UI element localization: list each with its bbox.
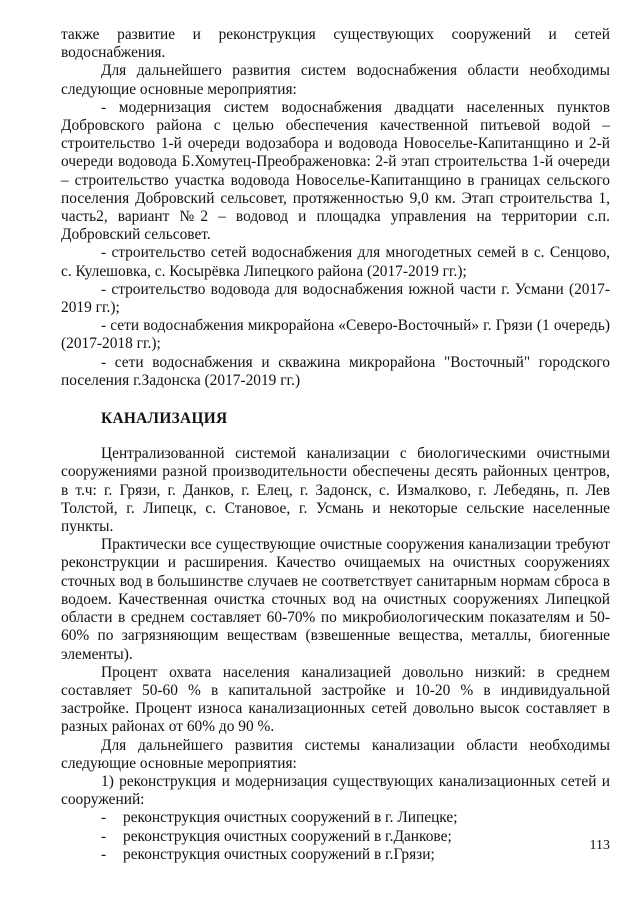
paragraph-coverage-percent: Процент охвата населения канализацией довольно низкий: в среднем составляет 50-60 % в капитальной застройке и 10-20 % в индивидуальной застройке. Процент износа канализационных сетей довольно высок составляет в разных районах от 60% до 90 %. (61, 663, 610, 736)
list-item (101, 846, 610, 864)
list-item-text: реконструкция очистных сооружений в г.Грязи; (123, 845, 435, 863)
paragraph-reconstruction-item: 1) реконструкция и модернизация существующих канализационных сетей и сооружений: (61, 772, 610, 809)
section-heading-sewerage: КАНАЛИЗАЦИЯ (101, 410, 228, 428)
page-number: 113 (589, 838, 610, 853)
paragraph-treatment-facilities: Практически все существующие очистные сооружения канализации требуют реконструкции и расширения. Качество очищаемых на очистных сооружениях сточных вод в большинстве случаев не соответствует санитарным нормам сброса в водоем. Качественная очистка сточных вод на очистных сооружениях Липецкой области в среднем составляет 60-70% по микробиологическим показателям и 50-60% по загрязняющим веществам (взвешенные вещества, металлы, биогенные элементы). (61, 536, 610, 663)
paragraph-centralized-sewerage: Централизованной системой канализации с биологическими очистными сооружениями разной производительности обеспечены десять районных центров, в т.ч: г. Грязи, г. Данков, г. Елец, г. Задонск, с. Измалково, г. Лебедянь, п. Лев Толстой, г. Липецк, с. Становое, г. Усмань и некоторые сельские населенные пункты. (61, 445, 610, 536)
paragraph-large-families-water: - строительство сетей водоснабжения для многодетных семей в с. Сенцово, с. Кулешовка, с. Косырёвка Липецкого района (2017-2019 гг.); (61, 244, 610, 280)
list-item-text: реконструкция очистных сооружений в г.Данкове; (123, 827, 452, 845)
paragraph-gryazi-networks: - сети водоснабжения микрорайона «Северо-Восточный» г. Грязи (1 очередь) (2017-2018 гг.); (61, 317, 610, 353)
list-dash: - (101, 827, 107, 845)
paragraph-continuation: также развитие и реконструкция существующих сооружений и сетей водоснабжения. (61, 26, 610, 62)
list-item (101, 828, 610, 846)
paragraph-dobrovsky-modernization: - модернизация систем водоснабжения двадцати населенных пунктов Добровского района с целью обеспечения качественной питьевой водой – строительство 1-й очереди водозабора и водовода Новоселье-Капитанщино и 2-й очереди водовода Б.Хомутец-Преображеновка: 2-й этап строительства 1-й очереди – строительство участка водовода Новоселье-Капитанщино в границах сельского поселения Добровский сельсовет, протяженностью 9,0 км. Этап строительства 1, часть2, вариант №2 – водовод и площадка управления на территории с.п. Добровский сельсовет. (61, 98, 610, 244)
paragraph-sewerage-measures-intro: Для дальнейшего развития системы канализации области необходимы следующие основные мероприятия: (61, 736, 610, 772)
list-dash: - (101, 809, 107, 827)
paragraph-usman-water-main: - строительство водовода для водоснабжения южной части г. Усмани (2017-2019 гг.); (61, 280, 610, 317)
list-item (101, 809, 610, 827)
list-item-text: реконструкция очистных сооружений в г. Липецке; (123, 809, 458, 827)
list-dash: - (101, 845, 107, 863)
paragraph-zadonsk-networks: - сети водоснабжения и скважина микрорайона "Восточный" городского поселения г.Задонска (2017-2019 гг.) (61, 353, 610, 389)
document-page (61, 26, 610, 864)
paragraph-water-measures-intro: Для дальнейшего развития систем водоснабжения области необходимы следующие основные мероприятия: (61, 62, 610, 98)
